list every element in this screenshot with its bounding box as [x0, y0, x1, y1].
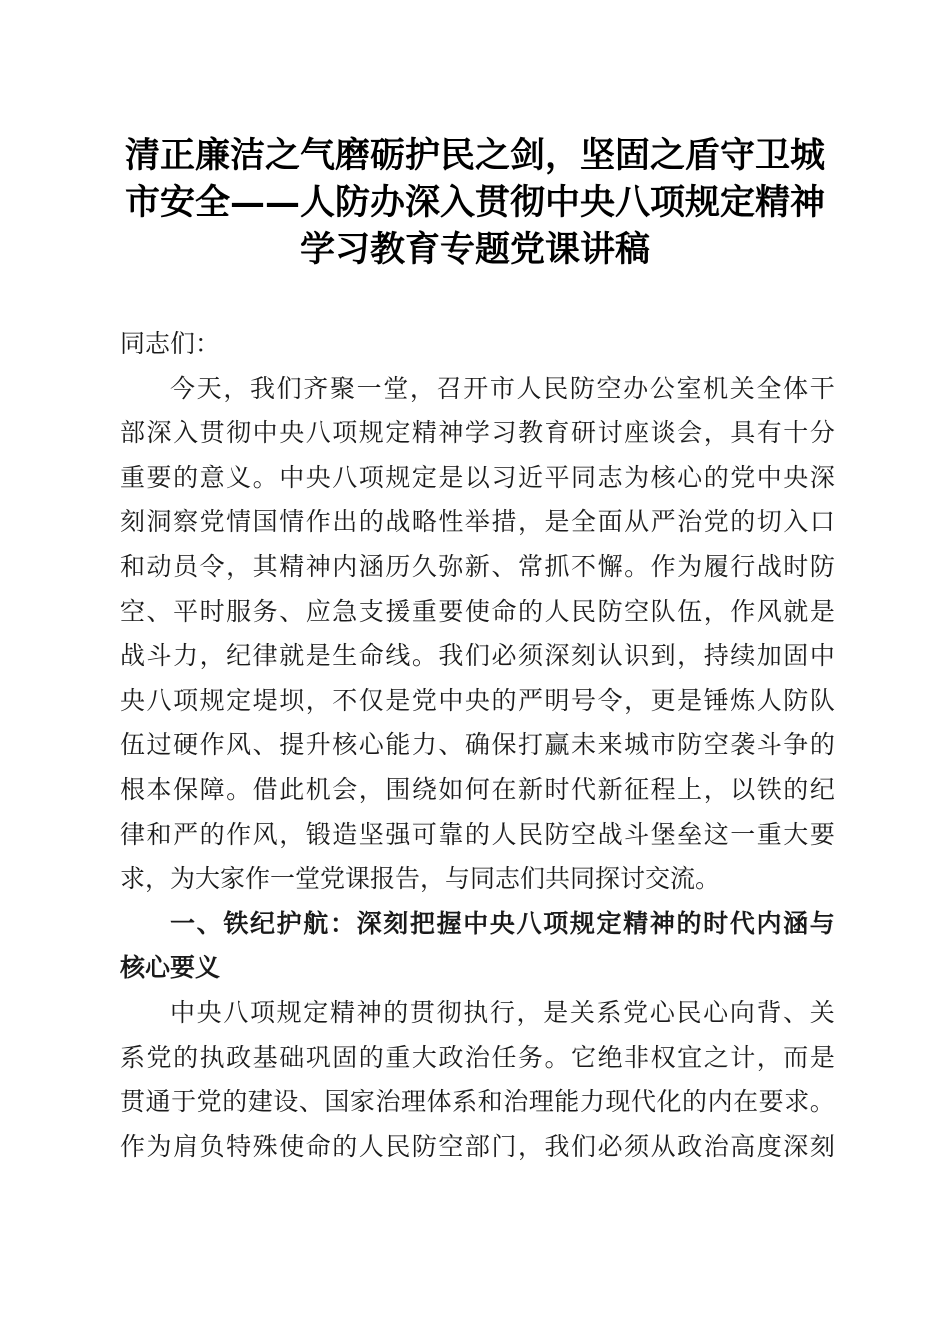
title-line: 学习教育专题党课讲稿	[299, 229, 650, 270]
section-heading-line: 核心要义	[120, 953, 221, 983]
paragraph-line: 重 要 的 意 义 。 中 央 八 项 规 定 是 以 习 近 平 同 志 为 核 心 的 党 中 央 深	[120, 462, 835, 492]
salutation: 同志们：	[120, 329, 221, 358]
document-body	[120, 322, 835, 1169]
paragraph-line: 央 八 项 规 定 堤 坝 ， 不 仅 是 党 中 央 的 严 明 号 令 ， 更 是 锤 炼 人 防 队	[120, 685, 835, 715]
paragraph-section-1	[120, 991, 835, 1169]
paragraph-line: 作 为 肩 负 特 殊 使 命 的 人 民 防 空 部 门 ， 我 们 必 须 从 政 治 高 度 深 刻	[120, 1131, 835, 1161]
paragraph-line: 和 动 员 令 ， 其 精 神 内 涵 历 久 弥 新 、 常 抓 不 懈 。 作 为 履 行 战 时 防	[120, 551, 835, 581]
section-heading	[120, 902, 835, 991]
paragraph-line: 求，为大家作一堂党课报告，与同志们共同探讨交流。	[120, 864, 721, 894]
paragraph-line: 中 央 八 项 规 定 精 神 的 贯 彻 执 行 ， 是 关 系 党 心 民 心 向 背 、 关	[170, 997, 835, 1027]
paragraph-line: 贯 通 于 党 的 建 设 、 国 家 治 理 体 系 和 治 理 能 力 现 代 化 的 内 在 要 求 。	[120, 1087, 835, 1117]
document-title	[110, 132, 840, 273]
paragraph-intro	[120, 367, 835, 902]
paragraph-line: 根 本 保 障 。 借 此 机 会 ， 围 绕 如 何 在 新 时 代 新 征 程 上 ， 以 铁 的 纪	[120, 774, 835, 804]
paragraph-line: 空 、 平 时 服 务 、 应 急 支 援 重 要 使 命 的 人 民 防 空 队 伍 ， 作 风 就 是	[120, 596, 835, 626]
paragraph-line: 系 党 的 执 政 基 础 巩 固 的 重 大 政 治 任 务 。 它 绝 非 权 宜 之 计 ， 而 是	[120, 1042, 835, 1072]
paragraph-line: 律 和 严 的 作 风 ， 锻 造 坚 强 可 靠 的 人 民 防 空 战 斗 堡 垒 这 一 重 大 要	[120, 819, 835, 849]
section-heading-line: 一 、 铁 纪 护 航 ： 深 刻 把 握 中 央 八 项 规 定 精 神 的 时 代 内 涵 与	[170, 908, 835, 938]
paragraph-line: 今 天 ， 我 们 齐 聚 一 堂 ， 召 开 市 人 民 防 空 办 公 室 机 关 全 体 干	[170, 373, 835, 403]
paragraph-line: 战 斗 力 ， 纪 律 就 是 生 命 线 。 我 们 必 须 深 刻 认 识 到 ， 持 续 加 固 中	[120, 641, 835, 671]
paragraph-line: 伍 过 硬 作 风 、 提 升 核 心 能 力 、 确 保 打 赢 未 来 城 市 防 空 袭 斗 争 的	[120, 730, 835, 760]
title-line: 市安全——人防办深入贯彻中央八项规定精神	[124, 182, 825, 223]
title-line: 清正廉洁之气磨砺护民之剑，坚固之盾守卫城	[124, 135, 825, 176]
paragraph-line: 部 深 入 贯 彻 中 央 八 项 规 定 精 神 学 习 教 育 研 讨 座 谈 会 ， 具 有 十 分	[120, 418, 835, 448]
paragraph-line: 刻 洞 察 党 情 国 情 作 出 的 战 略 性 举 措 ， 是 全 面 从 严 治 党 的 切 入 口	[120, 507, 835, 537]
